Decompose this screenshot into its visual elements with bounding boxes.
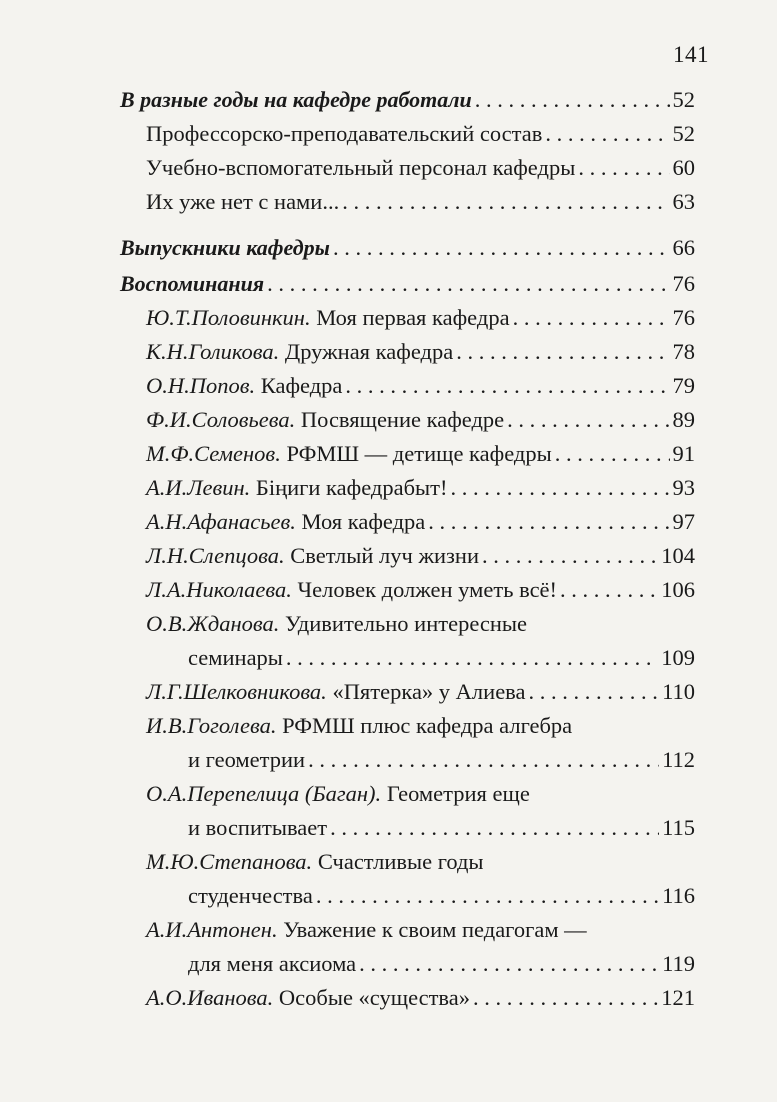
entry-author: А.И.Антонен.	[146, 917, 278, 942]
dot-leader	[286, 641, 658, 675]
entry-author: Ю.Т.Половинкин.	[146, 305, 311, 330]
page-ref: 93	[672, 475, 695, 500]
entry-title: Удивительно интересные	[285, 611, 528, 636]
dot-leader	[456, 335, 669, 369]
dot-leader	[555, 437, 670, 471]
dot-leader	[545, 117, 669, 151]
page-ref: 104	[661, 543, 695, 568]
toc-heading-row	[120, 83, 695, 117]
toc-entry-line	[146, 709, 695, 743]
entry-title: Дружная кафедра	[284, 339, 454, 364]
entry-title: Моя кафедра	[301, 509, 426, 534]
toc-entry	[146, 981, 695, 1015]
toc-entry	[0, 777, 777, 845]
dot-leader	[450, 471, 669, 505]
dot-leader	[578, 151, 669, 185]
toc-entry	[146, 335, 695, 369]
toc-entry-line	[146, 607, 695, 641]
entry-title: Учебно-вспомогательный персонал кафедры	[146, 155, 576, 180]
entry-author: Л.Н.Слепцова.	[146, 543, 285, 568]
page-ref: 91	[672, 441, 695, 466]
toc-entry	[146, 403, 695, 437]
entry-author: А.И.Левин.	[146, 475, 251, 500]
entry-author: К.Н.Голикова.	[146, 339, 280, 364]
dot-leader	[333, 231, 670, 265]
entry-title-continued: студенчества	[188, 883, 313, 908]
toc-entry-line	[188, 743, 695, 777]
page-number: 141	[673, 42, 709, 67]
dot-leader	[428, 505, 669, 539]
toc-entry	[146, 573, 695, 607]
page-ref: 76	[672, 271, 695, 296]
section-heading: Воспоминания	[120, 271, 265, 296]
entry-title: Счастливые годы	[317, 849, 484, 874]
toc-entry-line	[146, 777, 695, 811]
entry-author: И.В.Гоголева.	[146, 713, 277, 738]
toc-entry-line	[188, 879, 695, 913]
entry-title: РФМШ плюс кафедра алгебра	[282, 713, 573, 738]
page-ref: 60	[672, 155, 695, 180]
dot-leader	[560, 573, 658, 607]
dot-leader	[267, 267, 669, 301]
toc-entry	[0, 845, 777, 913]
page-ref: 121	[661, 985, 695, 1010]
dot-leader	[308, 743, 659, 777]
toc-entry	[0, 607, 777, 675]
dot-leader	[507, 403, 669, 437]
toc-heading-row	[120, 267, 695, 301]
entry-title: Геометрия еще	[386, 781, 530, 806]
entry-author: Л.Г.Шелковникова.	[146, 679, 327, 704]
dot-leader	[475, 83, 670, 117]
entry-title: Их уже нет с нами...	[146, 189, 340, 214]
entry-title: Біңиги кафедрабыт!	[255, 475, 448, 500]
page-ref: 52	[672, 121, 695, 146]
page-ref: 63	[672, 189, 695, 214]
entry-author: М.Ф.Семенов.	[146, 441, 281, 466]
dot-leader	[359, 947, 659, 981]
entry-title: Посвящение кафедре	[300, 407, 505, 432]
entry-title: Кафедра	[260, 373, 343, 398]
dot-leader	[316, 879, 659, 913]
toc-entry	[146, 505, 695, 539]
toc-entry	[146, 437, 695, 471]
entry-title: «Пятерка» у Алиева	[332, 679, 526, 704]
dot-leader	[345, 369, 669, 403]
entry-author: О.В.Жданова.	[146, 611, 280, 636]
toc-entry-line	[188, 641, 695, 675]
section-heading: Выпускники кафедры	[120, 235, 330, 260]
dot-leader	[330, 811, 659, 845]
entry-title: Уважение к своим педагогам —	[283, 917, 587, 942]
toc-entry	[146, 471, 695, 505]
entry-author: А.Н.Афанасьев.	[146, 509, 296, 534]
page-ref: 78	[672, 339, 695, 364]
entry-title: Человек должен уметь всё!	[297, 577, 558, 602]
entry-title-continued: и воспитывает	[188, 815, 328, 840]
entry-title-continued: для меня аксиома	[188, 951, 357, 976]
entry-title-continued: семинары	[188, 645, 283, 670]
page-ref: 115	[662, 815, 695, 840]
dot-leader	[482, 539, 658, 573]
entry-author: А.О.Иванова.	[146, 985, 274, 1010]
entry-title: Моя первая кафедра	[316, 305, 510, 330]
entry-title: РФМШ — детище кафедры	[286, 441, 552, 466]
dot-leader	[529, 675, 660, 709]
page-ref: 66	[672, 235, 695, 260]
page-ref: 52	[672, 87, 695, 112]
toc-entry	[0, 709, 777, 777]
dot-leader	[473, 981, 658, 1015]
toc-entry	[146, 301, 695, 335]
toc-entry-line	[146, 913, 695, 947]
entry-author: О.Н.Попов.	[146, 373, 256, 398]
entry-title: Профессорско-преподавательский состав	[146, 121, 543, 146]
toc-entry	[146, 539, 695, 573]
page-ref: 119	[662, 951, 695, 976]
toc-section	[0, 231, 777, 265]
toc-entry	[146, 369, 695, 403]
page-ref: 79	[672, 373, 695, 398]
toc-entry	[146, 151, 695, 185]
entry-title: Светлый луч жизни	[290, 543, 479, 568]
toc-entry-line	[188, 811, 695, 845]
entry-title: Особые «существа»	[278, 985, 470, 1010]
toc-entry	[146, 117, 695, 151]
page-ref: 106	[661, 577, 695, 602]
page-ref: 116	[662, 883, 695, 908]
section-heading: В разные годы на кафедре работали	[120, 87, 472, 112]
toc-section	[0, 267, 777, 1015]
toc-entry-line	[146, 845, 695, 879]
entry-author: М.Ю.Степанова.	[146, 849, 313, 874]
toc-entry	[146, 185, 695, 219]
toc-section	[0, 83, 777, 219]
dot-leader	[513, 301, 670, 335]
page-ref: 110	[662, 679, 695, 704]
page-ref: 97	[672, 509, 695, 534]
table-of-contents	[0, 83, 777, 1015]
page-ref: 76	[672, 305, 695, 330]
toc-entry	[146, 675, 695, 709]
page-ref: 109	[661, 645, 695, 670]
page-ref: 112	[662, 747, 695, 772]
entry-author: О.А.Перепелица (Баган).	[146, 781, 382, 806]
toc-heading-row	[120, 231, 695, 265]
entry-author: Ф.И.Соловьева.	[146, 407, 296, 432]
entry-author: Л.А.Николаева.	[146, 577, 292, 602]
toc-entry-line	[188, 947, 695, 981]
entry-title-continued: и геометрии	[188, 747, 306, 772]
dot-leader	[342, 185, 669, 219]
toc-entry	[0, 913, 777, 981]
page-ref: 89	[672, 407, 695, 432]
